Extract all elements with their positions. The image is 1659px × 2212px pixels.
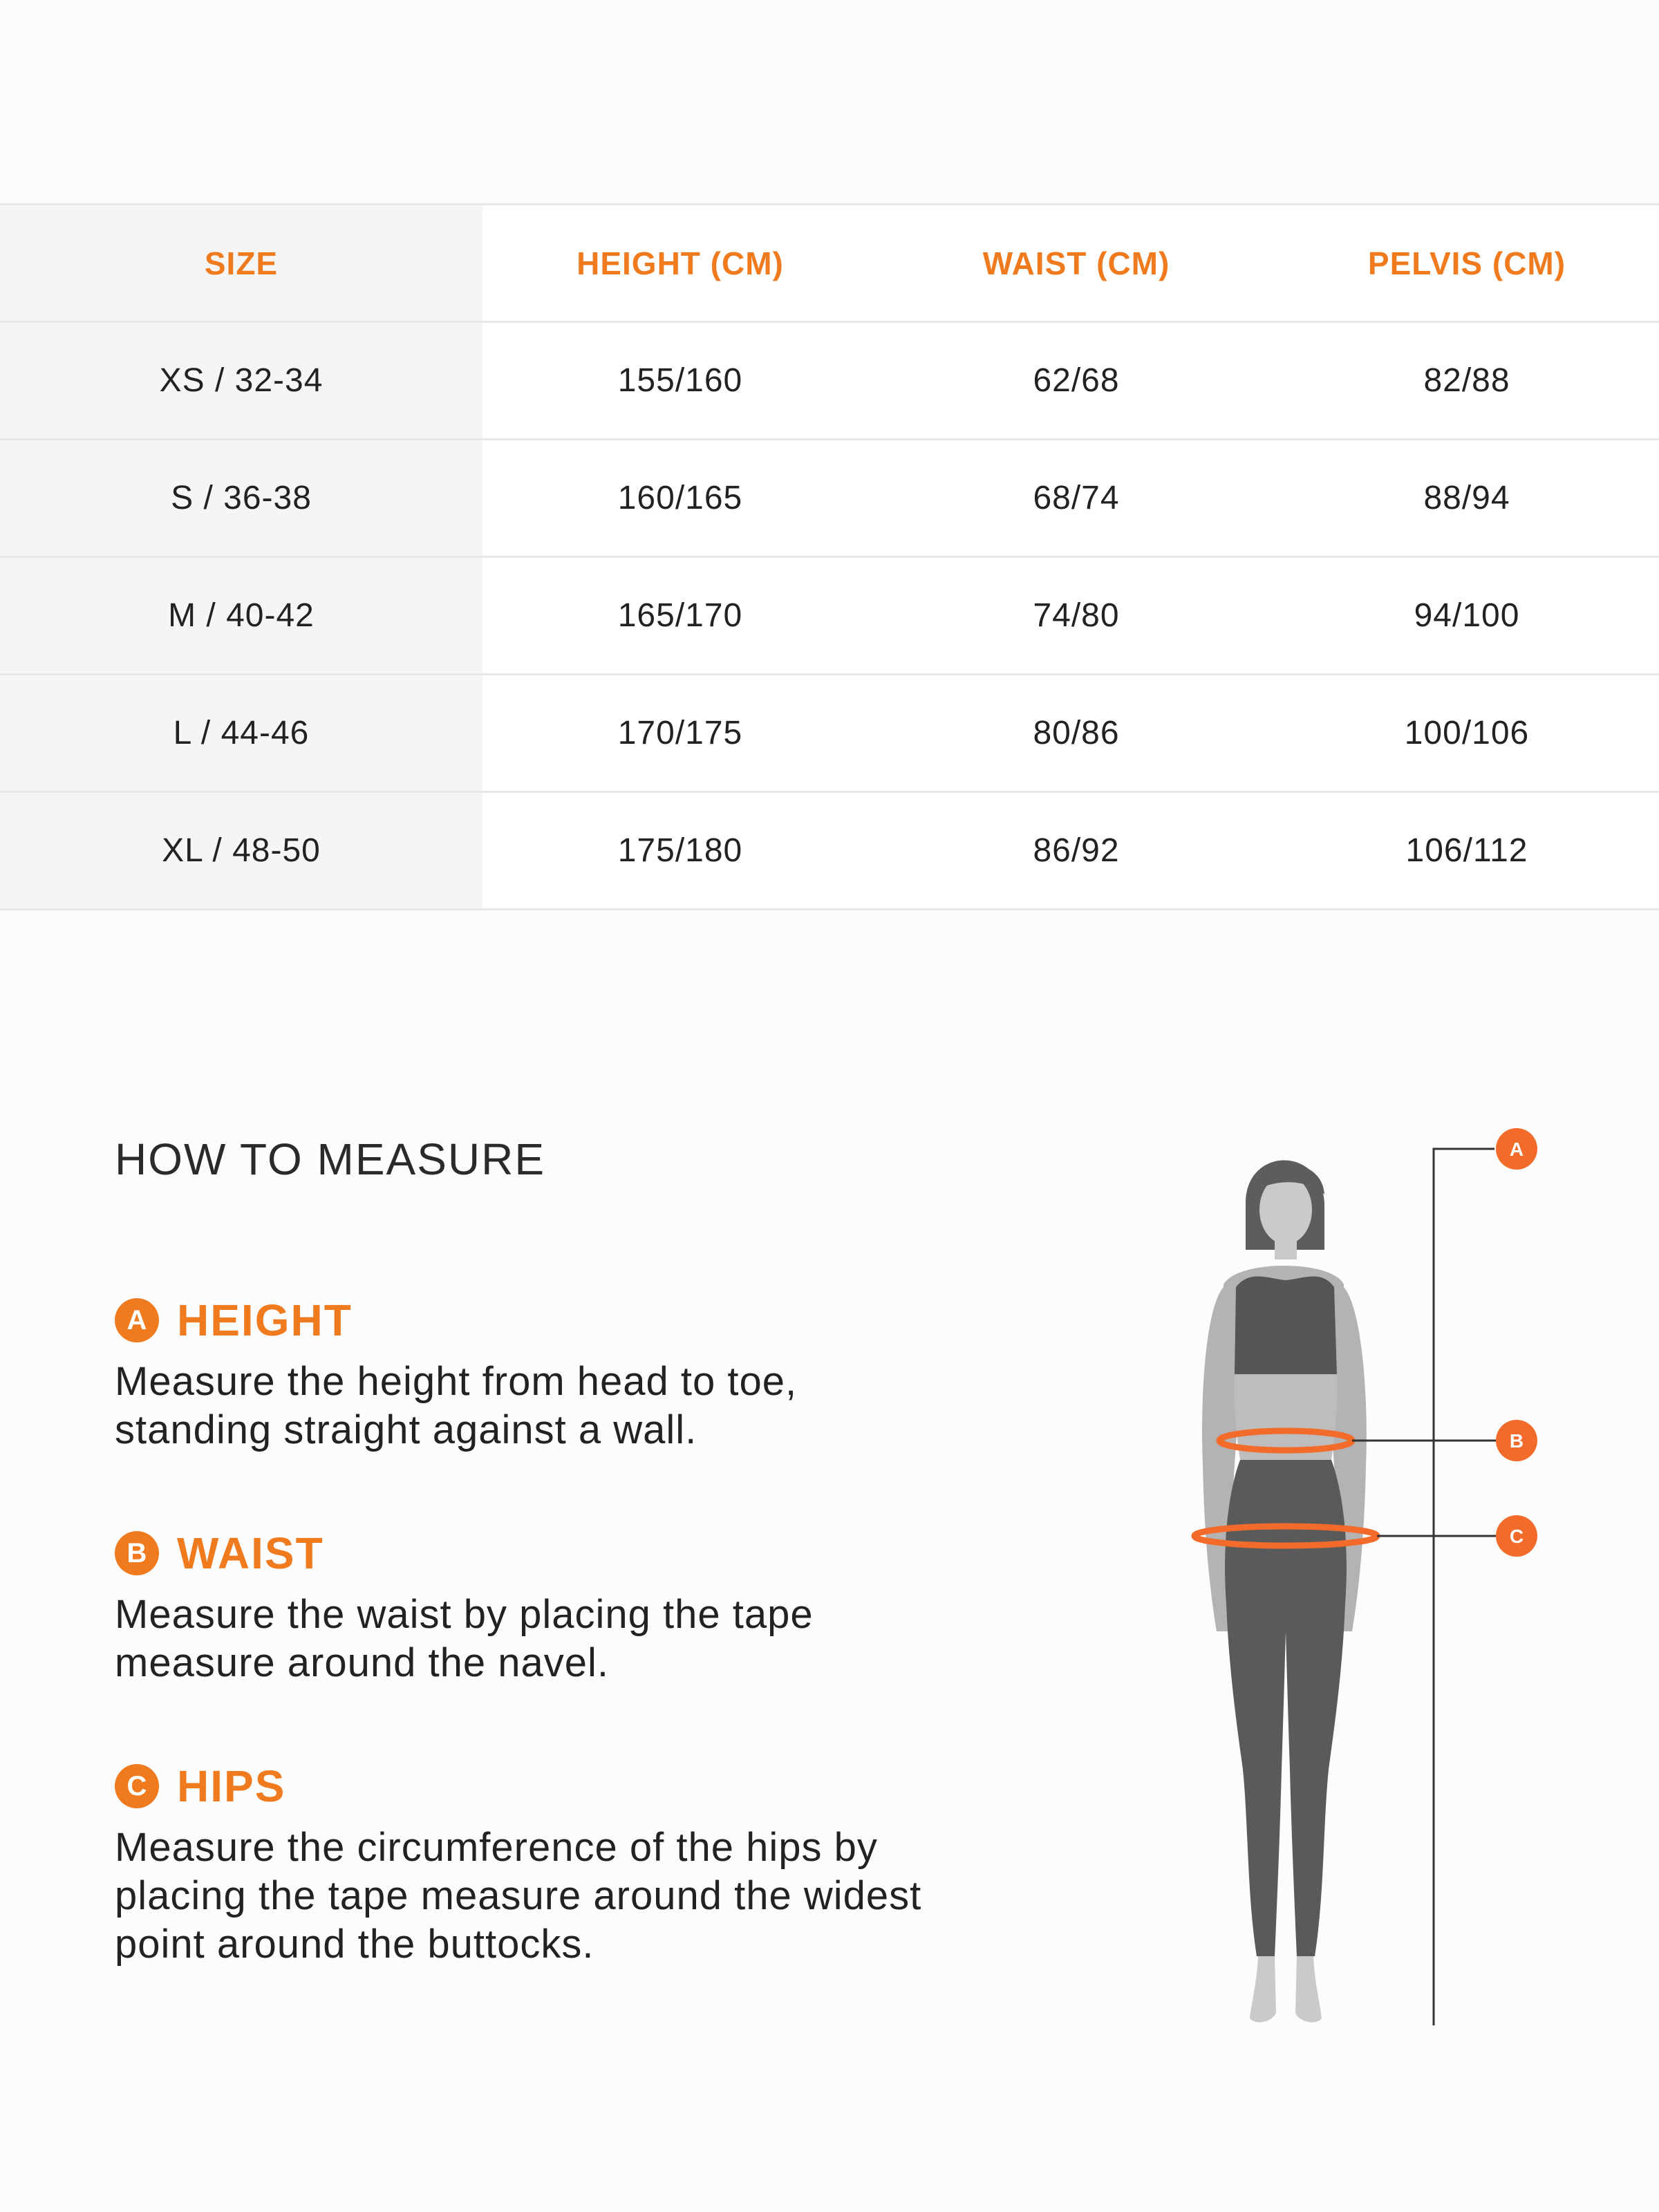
cell-height: 165/170 xyxy=(482,557,878,675)
measure-description-waist: Measure the waist by placing the tape measure around the navel. xyxy=(115,1592,814,1685)
cell-waist: 68/74 xyxy=(878,440,1275,557)
cell-size: S / 36-38 xyxy=(0,440,482,557)
woman-silhouette-icon xyxy=(1134,1106,1576,2046)
cell-size: M / 40-42 xyxy=(0,557,482,675)
marker-c-icon xyxy=(1496,1515,1537,1557)
cell-pelvis: 100/106 xyxy=(1275,675,1659,792)
measure-description-height: Measure the height from head to toe, standing straight against a wall. xyxy=(115,1359,798,1452)
cell-waist: 80/86 xyxy=(878,675,1275,792)
table-header-row xyxy=(0,205,1659,322)
cell-height: 155/160 xyxy=(482,322,878,440)
measure-title-height: HEIGHT xyxy=(177,1295,353,1345)
cell-pelvis: 88/94 xyxy=(1275,440,1659,557)
cell-height: 170/175 xyxy=(482,675,878,792)
table-row xyxy=(0,440,1659,557)
svg-text:A: A xyxy=(1509,1138,1524,1160)
table-row xyxy=(0,792,1659,910)
cell-waist: 62/68 xyxy=(878,322,1275,440)
header-height: HEIGHT (CM) xyxy=(482,205,878,322)
cell-size: L / 44-46 xyxy=(0,675,482,792)
cell-height: 160/165 xyxy=(482,440,878,557)
svg-text:B: B xyxy=(1509,1430,1524,1452)
badge-a-icon: A xyxy=(115,1298,159,1342)
table-row xyxy=(0,557,1659,675)
measure-title-hips: HIPS xyxy=(177,1761,286,1811)
header-size: SIZE xyxy=(0,205,482,322)
badge-c-icon: C xyxy=(115,1764,159,1808)
header-waist: WAIST (CM) xyxy=(878,205,1275,322)
size-chart-table xyxy=(0,203,1659,910)
measure-item-height xyxy=(115,1293,1055,1454)
measurement-figure xyxy=(1134,1106,1576,2046)
marker-b-icon xyxy=(1496,1420,1537,1461)
cell-size: XL / 48-50 xyxy=(0,792,482,910)
marker-a-icon xyxy=(1496,1128,1537,1170)
cell-pelvis: 106/112 xyxy=(1275,792,1659,910)
badge-b-icon: B xyxy=(115,1531,159,1575)
measure-title-waist: WAIST xyxy=(177,1528,324,1578)
measure-item-waist xyxy=(115,1526,1055,1687)
table-row xyxy=(0,322,1659,440)
cell-size: XS / 32-34 xyxy=(0,322,482,440)
measure-description-hips: Measure the circumference of the hips by placing the tape measure around the widest point around the buttocks. xyxy=(115,1825,922,1967)
svg-text:C: C xyxy=(1509,1526,1524,1547)
cell-waist: 74/80 xyxy=(878,557,1275,675)
measure-item-hips xyxy=(115,1759,1055,1969)
cell-height: 175/180 xyxy=(482,792,878,910)
how-to-measure-title: HOW TO MEASURE xyxy=(115,1134,546,1184)
cell-waist: 86/92 xyxy=(878,792,1275,910)
cell-pelvis: 94/100 xyxy=(1275,557,1659,675)
header-pelvis: PELVIS (CM) xyxy=(1275,205,1659,322)
table-row xyxy=(0,675,1659,792)
cell-pelvis: 82/88 xyxy=(1275,322,1659,440)
